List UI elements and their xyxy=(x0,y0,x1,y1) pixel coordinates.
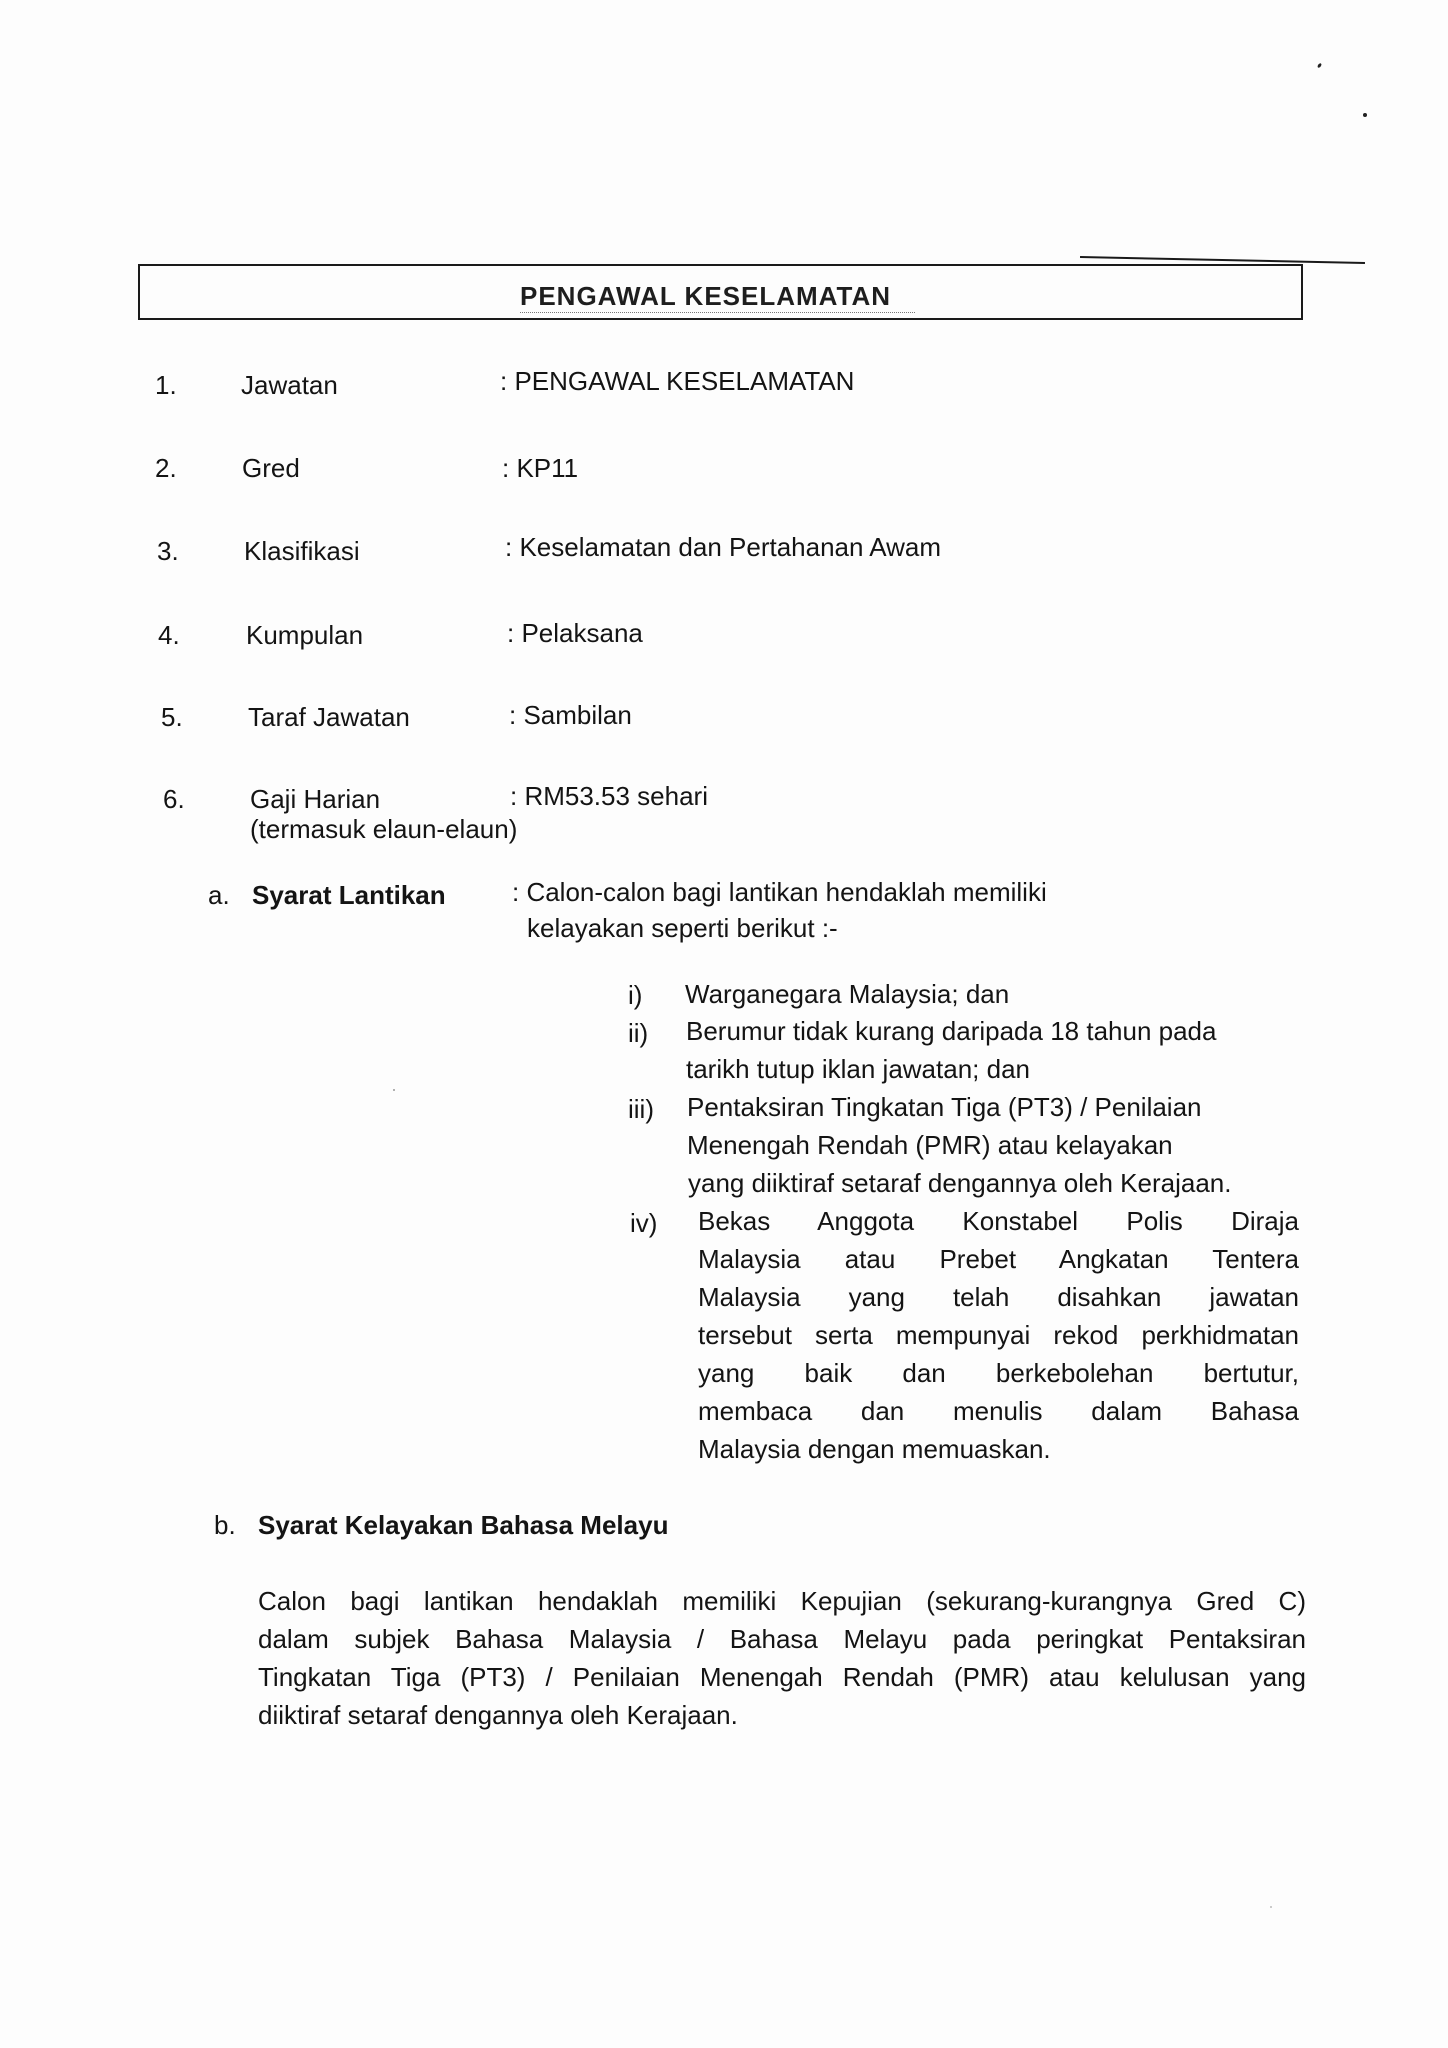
item-label-kumpulan: Kumpulan xyxy=(246,620,364,650)
item-value-kumpulan: : Pelaksana xyxy=(507,618,643,648)
title-underline xyxy=(520,312,915,314)
condition-line: tarikh tutup iklan jawatan; dan xyxy=(686,1054,1030,1084)
item-value-gred: : KP11 xyxy=(502,453,579,483)
condition-line: yang diiktiraf setaraf dengannya oleh Kerajaan. xyxy=(688,1168,1232,1198)
condition-line: Warganegara Malaysia; dan xyxy=(685,979,1010,1009)
condition-line: Malaysia yang telah disahkan jawatan xyxy=(698,1282,1299,1312)
item-number: 4. xyxy=(158,620,180,650)
item-value-taraf-jawatan: : Sambilan xyxy=(509,700,632,730)
scan-speck xyxy=(1317,63,1322,69)
condition-iv-block xyxy=(698,1202,1299,1468)
title-box-edge xyxy=(1080,256,1365,264)
paragraph-line: Tingkatan Tiga (PT3) / Penilaian Menengah Rendah (PMR) atau kelulusan yang xyxy=(258,1662,1306,1692)
condition-marker: ii) xyxy=(628,1018,649,1048)
condition-line: Malaysia dengan memuaskan. xyxy=(698,1434,1051,1464)
item-number: 5. xyxy=(161,702,183,732)
item-label-gred: Gred xyxy=(242,453,300,483)
item-value-gaji-harian: : RM53.53 sehari xyxy=(510,781,708,811)
paragraph-line: diiktiraf setaraf dengannya oleh Kerajaan. xyxy=(258,1700,738,1730)
section-letter-a: a. xyxy=(208,880,230,910)
section-heading-syarat-bahasa: Syarat Kelayakan Bahasa Melayu xyxy=(258,1510,669,1540)
paragraph-line: dalam subjek Bahasa Malaysia / Bahasa Melayu pada peringkat Pentaksiran xyxy=(258,1624,1306,1654)
item-label-taraf-jawatan: Taraf Jawatan xyxy=(248,702,410,732)
condition-line: Menengah Rendah (PMR) atau kelayakan xyxy=(687,1130,1173,1160)
section-heading-syarat-lantikan: Syarat Lantikan xyxy=(252,880,446,910)
item-sublabel-gaji-harian: (termasuk elaun-elaun) xyxy=(250,814,518,844)
scan-speck xyxy=(1270,1906,1272,1908)
condition-line: Malaysia atau Prebet Angkatan Tentera xyxy=(698,1244,1299,1274)
paragraph-line: Calon bagi lantikan hendaklah memiliki Kepujian (sekurang-kurangnya Gred C) xyxy=(258,1586,1306,1616)
condition-line: yang baik dan berkebolehan bertutur, xyxy=(698,1358,1299,1388)
condition-line: Pentaksiran Tingkatan Tiga (PT3) / Penilaian xyxy=(687,1092,1202,1122)
condition-marker: iii) xyxy=(628,1094,654,1124)
section-letter-b: b. xyxy=(214,1510,236,1540)
item-label-gaji-harian: Gaji Harian xyxy=(250,784,381,814)
syarat-bahasa-paragraph xyxy=(258,1582,1306,1734)
condition-line: tersebut serta mempunyai rekod perkhidmatan xyxy=(698,1320,1299,1350)
item-number: 6. xyxy=(163,784,185,814)
condition-marker: i) xyxy=(628,980,643,1010)
condition-marker: iv) xyxy=(630,1208,658,1238)
scan-speck xyxy=(393,1089,395,1091)
item-number: 3. xyxy=(157,536,179,566)
item-label-jawatan: Jawatan xyxy=(241,370,338,400)
item-value-jawatan: : PENGAWAL KESELAMATAN xyxy=(500,366,855,396)
item-number: 2. xyxy=(155,453,177,483)
item-label-klasifikasi: Klasifikasi xyxy=(244,536,360,566)
condition-line: Berumur tidak kurang daripada 18 tahun pada xyxy=(686,1016,1217,1046)
document-title: PENGAWAL KESELAMATAN xyxy=(520,281,892,311)
condition-line: membaca dan menulis dalam Bahasa xyxy=(698,1396,1299,1426)
syarat-lantikan-intro-line: kelayakan seperti berikut :- xyxy=(527,913,838,943)
condition-line: Bekas Anggota Konstabel Polis Diraja xyxy=(698,1206,1299,1236)
syarat-lantikan-intro-line: : Calon-calon bagi lantikan hendaklah memiliki xyxy=(512,877,1047,907)
scan-speck xyxy=(1363,113,1367,117)
item-value-klasifikasi: : Keselamatan dan Pertahanan Awam xyxy=(505,532,942,562)
item-number: 1. xyxy=(155,370,177,400)
